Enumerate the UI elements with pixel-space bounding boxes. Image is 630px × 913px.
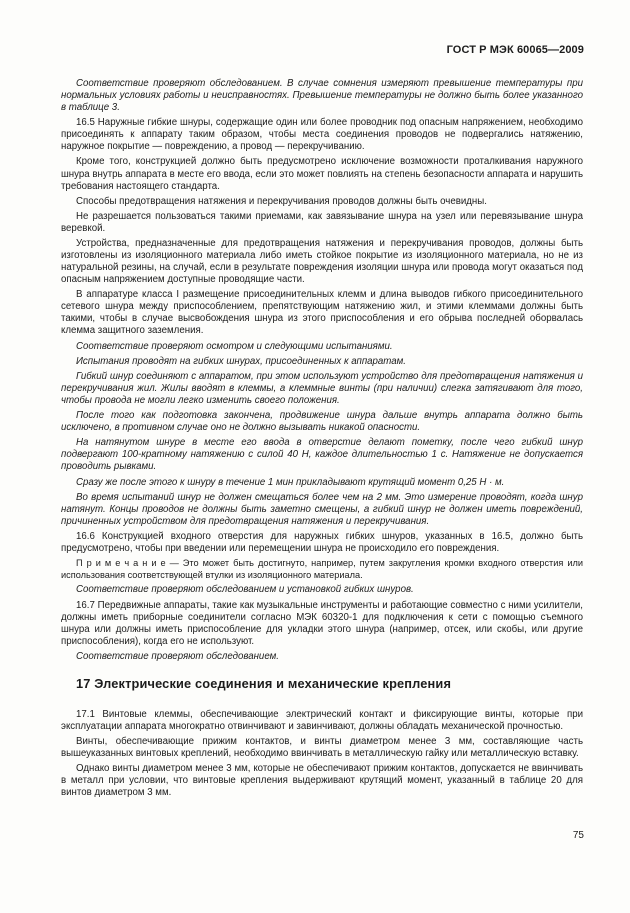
page-number: 75 bbox=[572, 830, 584, 841]
paragraph: Соответствие проверяют обследованием и установкой гибких шнуров. bbox=[76, 584, 414, 596]
note-paragraph: П р и м е ч а н и е — Это может быть достигнуто, например, путем закругления кромки входного отверстия или использования соответствующей втулки из изоляционного материала. bbox=[61, 558, 583, 580]
paragraph: После того как подготовка закончена, продвижение шнура дальше внутрь аппарата должно быть исключено, в противном случае оно не должно вызывать никакой опасности. bbox=[61, 410, 583, 434]
paragraph: Гибкий шнур соединяют с аппаратом, при этом используют устройство для предотвращения натяжения и перекручивания жил. Жилы вводят в клеммы, а клеммные винты (при наличии) слегка затягивают для того, чтобы провода не могли легко изменить своего положения. bbox=[61, 370, 583, 406]
paragraph: На натянутом шнуре в месте его ввода в отверстие делают пометку, после чего гибкий шнур подвергают 100-кратному натяжению с силой 40 Н, каждое длительностью 1 с. Натяжение не допускается проводить рывками. bbox=[61, 437, 583, 473]
paragraph: Не разрешается пользоваться такими приемами, как завязывание шнура на узел или перевязывание шнура веревкой. bbox=[61, 210, 583, 234]
paragraph: Сразу же после этого к шнуру в течение 1 мин прикладывают крутящий момент 0,25 Н · м. bbox=[76, 476, 505, 488]
paragraph: Винты, обеспечивающие прижим контактов, и винты диаметром менее 3 мм, составляющие часть вышеуказанных винтовых креплений, необходимо ввинчивать в металлическую гайку или металлическую вставку. bbox=[61, 736, 583, 760]
paragraph: Способы предотвращения натяжения и перекручивания проводов должны быть очевидны. bbox=[76, 195, 487, 207]
paragraph: Соответствие проверяют обследованием. В случае сомнения измеряют превышение температуры при нормальных условиях работы и неисправностях. Превышение температуры не должно быть более указанного в таблице 3. bbox=[61, 78, 583, 114]
paragraph: 17.1 Винтовые клеммы, обеспечивающие электрический контакт и фиксирующие винты, которые при эксплуатации аппарата многократно отвинчивают и завинчивают, должны обладать механической прочностью. bbox=[61, 708, 583, 732]
paragraph: Во время испытаний шнур не должен смещаться более чем на 2 мм. Это измерение проводят, когда шнур натянут. Концы проводов не должны быть заметно смещены, а гибкий шнур не должен иметь повреждений, причиненных устройством для предотвращения натяжения и перекручивания. bbox=[61, 491, 583, 527]
paragraph: Испытания проводят на гибких шнурах, присоединенных к аппаратам. bbox=[76, 355, 406, 367]
paragraph: 16.6 Конструкцией входного отверстия для наружных гибких шнуров, указанных в 16.5, должно быть предусмотрено, чтобы при введении или перемещении шнура не происходило его повреждения. bbox=[61, 530, 583, 554]
section-heading: 17 Электрические соединения и механические крепления bbox=[76, 675, 452, 691]
paragraph: Соответствие проверяют осмотром и следующими испытаниями. bbox=[76, 340, 393, 352]
paragraph: Соответствие проверяют обследованием. bbox=[76, 650, 279, 662]
paragraph: 16.5 Наружные гибкие шнуры, содержащие один или более проводник под опасным напряжением, необходимо присоединять к аппарату таким образом, чтобы места соединения проводов не подвергались натяжению, наружное покрытие — повреждению, а провод — перекручиванию. bbox=[61, 117, 583, 153]
paragraph: 16.7 Передвижные аппараты, такие как музыкальные инструменты и работающие совместно с ними усилители, должны иметь приборные соединители согласно МЭК 60320-1 для подключения к сети с помощью съемного шнура или должны иметь приспособление для укладки этого шнура (например, отсек, или скобы, или другие приспособления), когда его не используют. bbox=[61, 599, 583, 647]
page-body bbox=[61, 78, 583, 802]
standard-code-header: ГОСТ Р МЭК 60065—2009 bbox=[446, 44, 584, 56]
paragraph: Устройства, предназначенные для предотвращения натяжения и перекручивания проводов, должны быть изготовлены из изоляционного материала либо иметь стойкое покрытие из изоляционного материала, но не из натуральной резины, на случай, если в результате повреждения изоляции шнура или провода могут оказаться под опасным напряжением доступные проводящие части. bbox=[61, 238, 583, 286]
paragraph: Кроме того, конструкцией должно быть предусмотрено исключение возможности проталкивания наружного шнура внутрь аппарата в месте его ввода, если это может повлиять на степень безопасности аппарата и нарушить требования настоящего стандарта. bbox=[61, 156, 583, 192]
paragraph: В аппаратуре класса I размещение присоединительных клемм и длина выводов гибкого присоединительного сетевого шнура между приспособлением, препятствующим натяжению жил, и этими клеммами должны быть такими, чтобы в случае высвобождения шнура из этого приспособления и его обрыва последней оборвалась клемма защитного заземления. bbox=[61, 289, 583, 337]
paragraph: Однако винты диаметром менее 3 мм, которые не обеспечивают прижим контактов, допускается не ввинчивать в металл при условии, что винтовые крепления выдерживают крутящий момент, указанный в таблице 20 для винтов диаметром 3 мм. bbox=[61, 763, 583, 799]
